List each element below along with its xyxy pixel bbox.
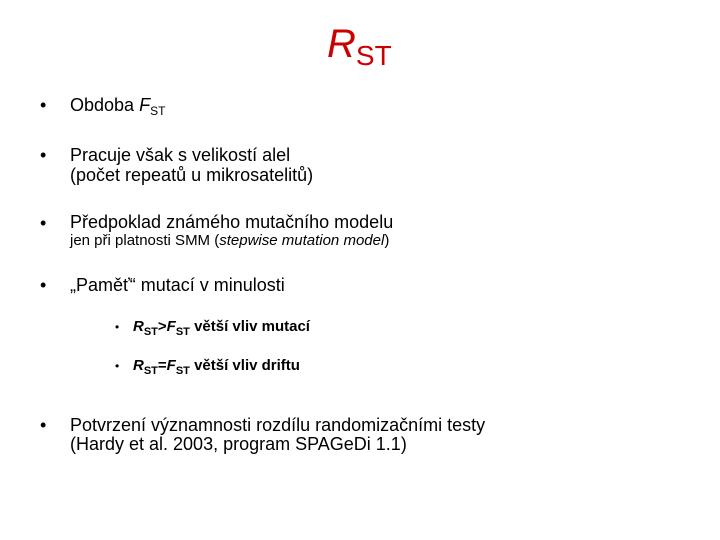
- sub-bullet-2-label: větší vliv driftu: [189, 357, 300, 374]
- slide-title: [327, 22, 392, 71]
- bullet-3-line-2-italic: stepwise mutation model: [219, 232, 385, 249]
- sub-bullet-2-op: =: [157, 357, 167, 374]
- sub-bullet-1-label: větší vliv mutací: [189, 318, 310, 335]
- bullet-marker-2: •: [40, 145, 47, 165]
- sub-bullet-2-left-sub: ST: [143, 365, 158, 377]
- sub-bullet-1-op: >: [157, 318, 167, 335]
- sub-bullet-2-right-var: F: [166, 357, 176, 374]
- sub-bullet-2-left-var: R: [133, 357, 144, 374]
- bullet-1-var: F: [139, 95, 151, 115]
- sub-bullet-marker-1: •: [115, 320, 120, 334]
- bullet-marker-1: •: [40, 95, 47, 115]
- bullet-3-line-1: Předpoklad známého mutačního modelu: [70, 212, 394, 232]
- sub-bullet-1-left-var: R: [133, 318, 144, 335]
- bullet-5-line-2: (Hardy et al. 2003, program SPAGeDi 1.1): [70, 434, 407, 454]
- bullet-4-text: „Paměť“ mutací v minulosti: [70, 275, 285, 295]
- bullet-marker-3: •: [40, 213, 47, 233]
- bullet-marker-4: •: [40, 275, 47, 295]
- bullet-1-text: [70, 96, 165, 117]
- sub-bullet-1-left-sub: ST: [143, 326, 158, 338]
- bullet-1-var-sub: ST: [150, 104, 166, 118]
- bullet-2-line-2: (počet repeatů u mikrosatelitů): [70, 165, 314, 185]
- sub-bullet-1-text: [133, 318, 310, 337]
- sub-bullet-marker-2: •: [115, 359, 120, 373]
- title-subscript: ST: [355, 40, 392, 71]
- sub-bullet-2-right-sub: ST: [175, 365, 190, 377]
- bullet-3-line-2-suffix: ): [384, 232, 390, 249]
- bullet-5-line-1: Potvrzení významnosti rozdílu randomizačními testy: [70, 415, 486, 435]
- bullet-3-line-2: [70, 233, 389, 249]
- bullet-3-line-2-prefix: jen při platnosti SMM (: [70, 232, 220, 249]
- bullet-1-label: Obdoba: [70, 95, 140, 115]
- sub-bullet-1-right-sub: ST: [175, 326, 190, 338]
- bullet-marker-5: •: [40, 415, 47, 435]
- sub-bullet-2-text: [133, 357, 300, 376]
- title-main: R: [327, 22, 356, 66]
- sub-bullet-1-right-var: F: [166, 318, 176, 335]
- bullet-2-line-1: Pracuje však s velikostí alel: [70, 145, 291, 165]
